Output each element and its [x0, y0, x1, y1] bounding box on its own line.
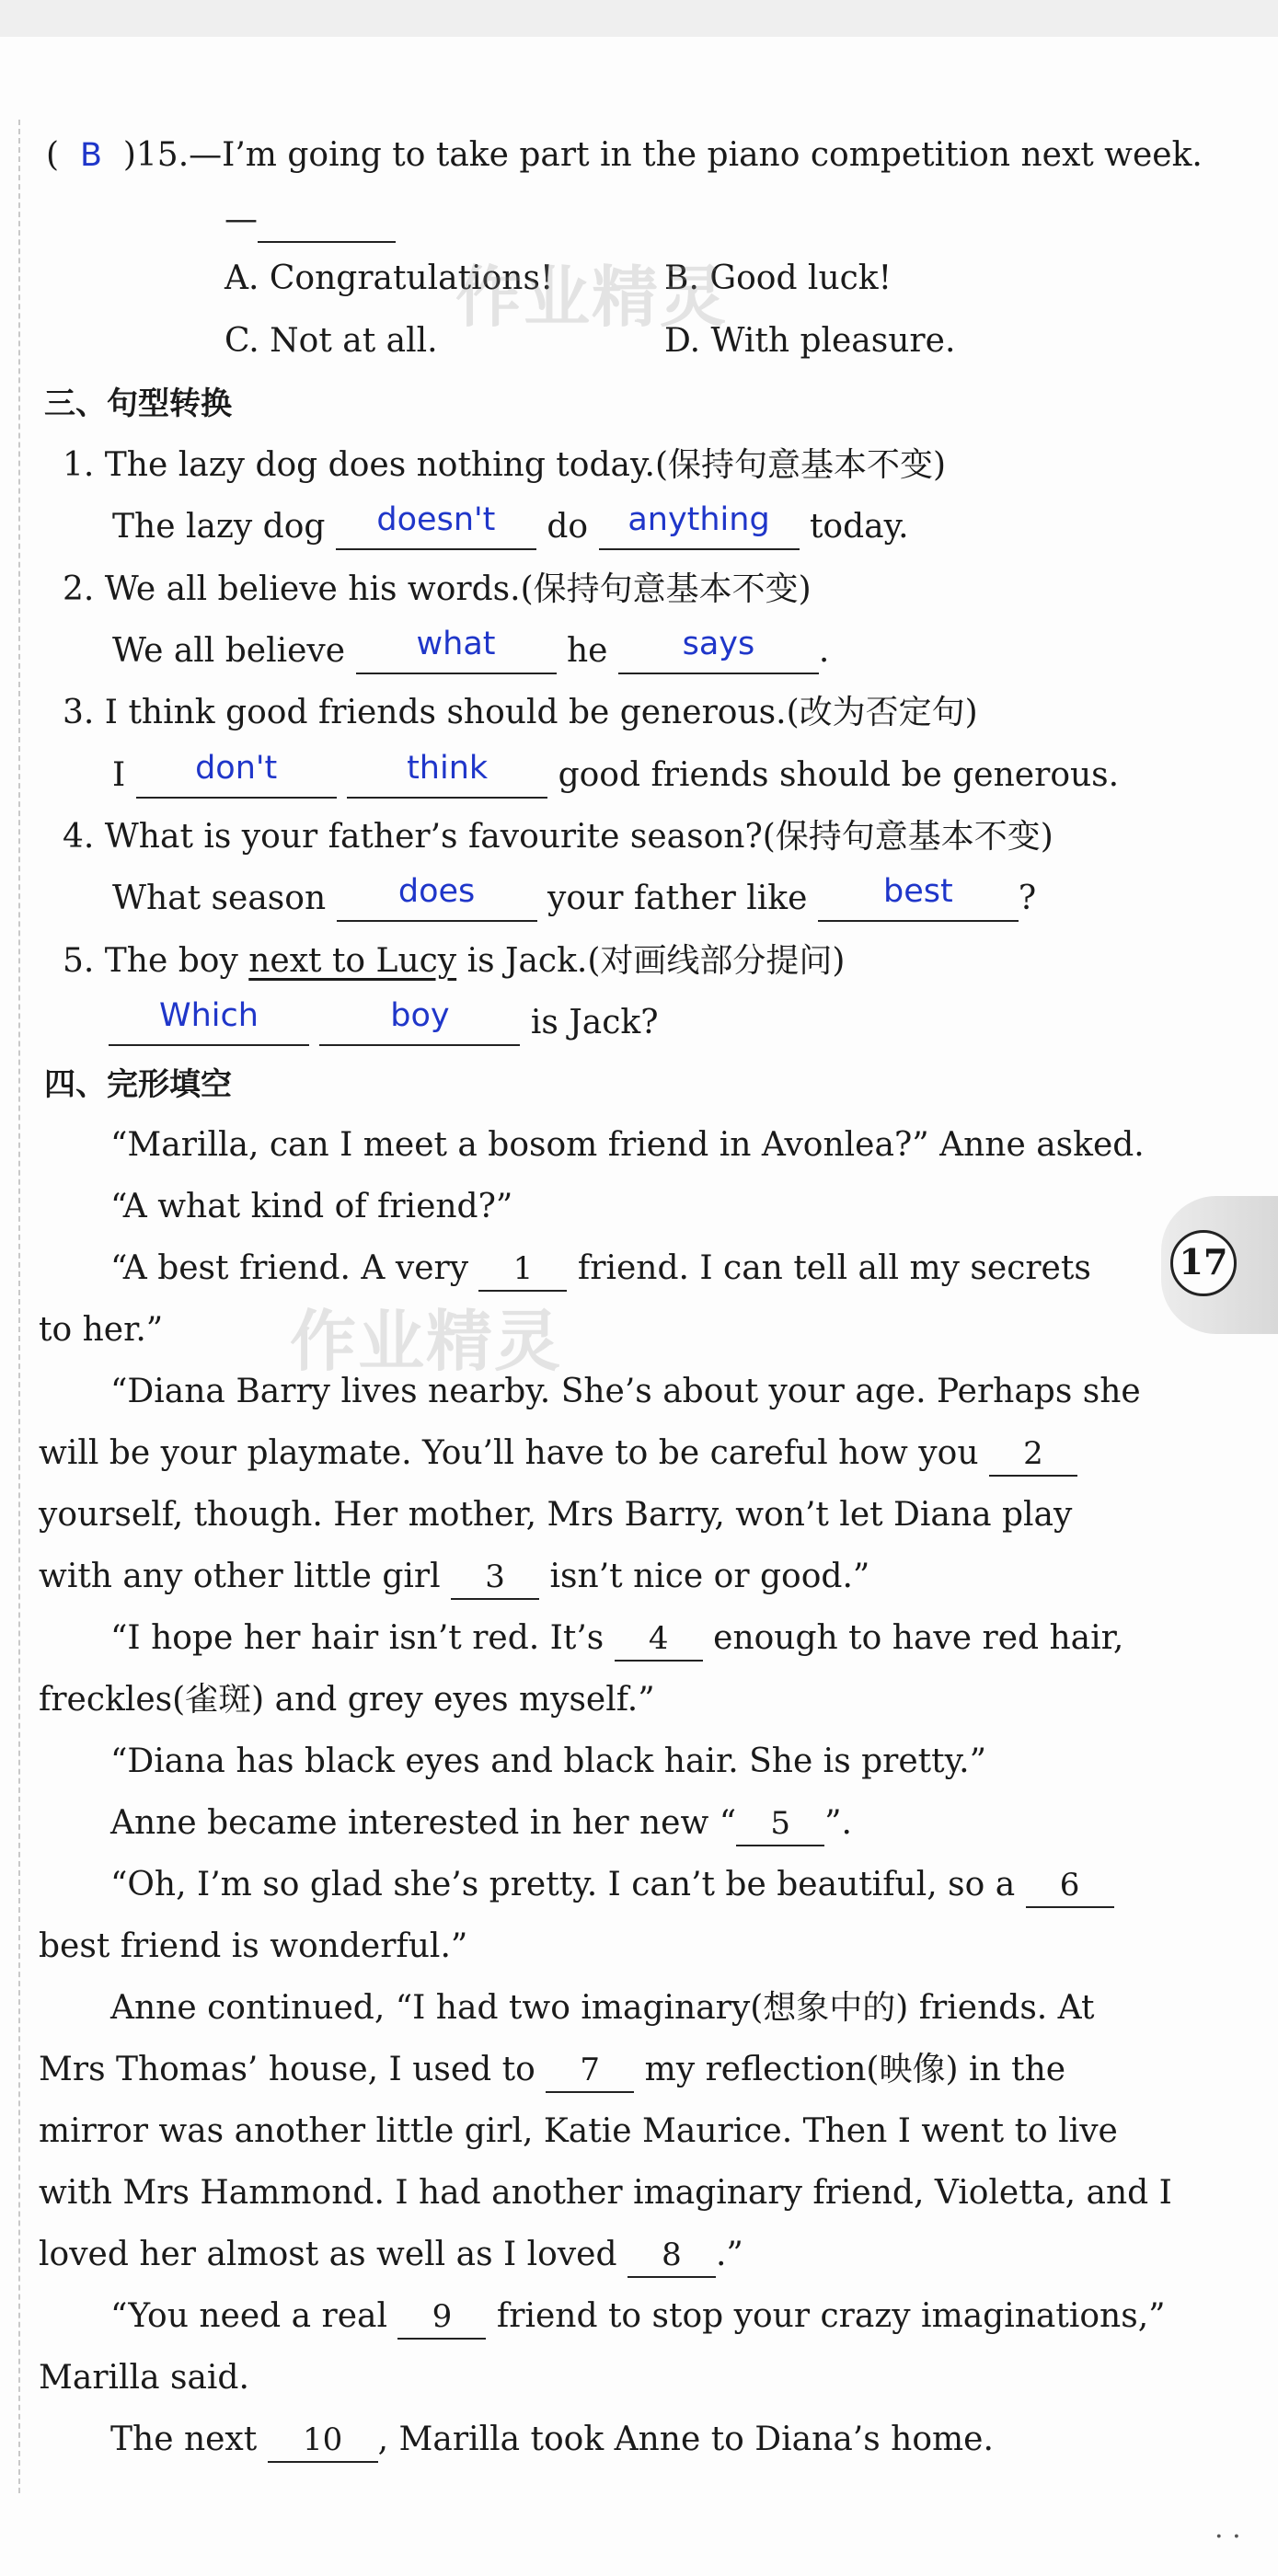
q15-option-b: B. Good luck!: [664, 259, 892, 297]
q15-question-line: ( B )15.—I’m going to take part in the piano competition next week.: [46, 136, 1203, 174]
cloze-line: mirror was another little girl, Katie Maurice. Then I went to live: [39, 2112, 1118, 2150]
cloze-blank-5: 5: [736, 1802, 824, 1846]
s3-item3-prompt: 3. I think good friends should be generous.(改为否定句): [63, 694, 978, 731]
cloze-blank-4: 4: [615, 1617, 703, 1662]
s3-item2-blank1: what: [356, 630, 557, 674]
corner-dots: · ·: [1215, 2521, 1241, 2553]
cloze-line: “A what kind of friend?”: [110, 1188, 513, 1225]
section4-heading: 四、完形填空: [44, 1066, 232, 1103]
cloze-line: The next 10 , Marilla took Anne to Diana’s home.: [110, 2419, 994, 2463]
cloze-line: Anne continued, “I had two imaginary(想象中的) friends. At: [110, 1989, 1095, 2027]
cloze-blank-9: 9: [397, 2295, 486, 2340]
s3-item2-answer-line: We all believe what he says .: [112, 630, 829, 674]
cloze-blank-6: 6: [1026, 1864, 1114, 1908]
cloze-line: to her.”: [39, 1311, 164, 1349]
q15-answer: B: [79, 137, 102, 174]
s3-item1-answer-line: The lazy dog doesn't do anything today.: [112, 506, 909, 550]
cloze-line: Anne became interested in her new “ 5 ”.: [110, 1802, 852, 1846]
cloze-line: “Diana Barry lives nearby. She’s about your age. Perhaps she: [110, 1373, 1141, 1410]
cloze-line: best friend is wonderful.”: [39, 1927, 468, 1965]
s3-item5-blank1: Which: [109, 1002, 309, 1046]
s3-item5-blank2: boy: [319, 1002, 520, 1046]
s3-item1-prompt: 1. The lazy dog does nothing today.(保持句意基本不变): [63, 446, 947, 484]
cloze-line: will be your playmate. You’ll have to be careful how you 2: [39, 1432, 1077, 1477]
cloze-line: loved her almost as well as I loved 8 .”: [39, 2234, 743, 2278]
s3-item3-blank2: think: [347, 754, 547, 799]
s3-item2-prompt: 2. We all believe his words.(保持句意基本不变): [63, 570, 812, 608]
page-number: 17: [1170, 1230, 1237, 1296]
cloze-blank-8: 8: [627, 2234, 716, 2278]
s3-item1-blank2: anything: [599, 506, 800, 550]
s3-item4-prompt: 4. What is your father’s favourite season?(保持句意基本不变): [63, 818, 1053, 856]
s3-item2-blank2: says: [618, 630, 819, 674]
cloze-line: “Oh, I’m so glad she’s pretty. I can’t be beautiful, so a 6: [110, 1864, 1114, 1908]
cloze-line: “You need a real 9 friend to stop your crazy imaginations,”: [110, 2295, 1166, 2340]
s3-item3-answer-line: I don't think good friends should be generous.: [112, 754, 1119, 799]
cloze-line: “A best friend. A very 1 friend. I can tell all my secrets: [110, 1248, 1091, 1292]
cloze-line: with Mrs Hammond. I had another imaginary friend, Violetta, and I: [39, 2174, 1172, 2212]
cloze-line: yourself, though. Her mother, Mrs Barry, won’t let Diana play: [39, 1496, 1073, 1534]
top-band: [0, 0, 1278, 37]
s3-item4-blank2: best: [818, 878, 1019, 922]
s3-item1-blank1: doesn't: [336, 506, 536, 550]
q15-option-c: C. Not at all.: [225, 322, 438, 360]
q15-option-a: A. Congratulations!: [225, 259, 554, 297]
cloze-blank-7: 7: [546, 2049, 634, 2093]
cloze-line: Mrs Thomas’ house, I used to 7 my reflection(映像) in the: [39, 2049, 1065, 2093]
watermark: 作业精灵: [290, 1303, 563, 1380]
q15-reply-line: —: [225, 199, 396, 243]
s3-item4-blank1: does: [337, 878, 537, 922]
q15-option-d: D. With pleasure.: [664, 322, 956, 360]
binding-margin-line: [18, 120, 20, 2493]
s3-item3-blank1: don't: [136, 754, 337, 799]
cloze-blank-2: 2: [989, 1432, 1077, 1477]
cloze-line: “I hope her hair isn’t red. It’s 4 enough to have red hair,: [110, 1617, 1123, 1662]
s3-item5-answer-line: Which boy is Jack?: [109, 1002, 659, 1046]
watermark: 作业精灵: [455, 259, 729, 336]
s3-item5-prompt: 5. The boy next to Lucy is Jack.(对画线部分提问): [63, 942, 846, 980]
cloze-line: “Marilla, can I meet a bosom friend in Avonlea?” Anne asked.: [110, 1126, 1145, 1164]
q15-reply-blank: [258, 199, 396, 243]
cloze-blank-10: 10: [268, 2419, 378, 2463]
cloze-blank-3: 3: [451, 1556, 539, 1600]
cloze-line: Marilla said.: [39, 2359, 249, 2397]
s3-item4-answer-line: What season does your father like best ?: [112, 878, 1036, 922]
cloze-line: freckles(雀斑) and grey eyes myself.”: [39, 1681, 655, 1719]
section3-heading: 三、句型转换: [44, 385, 232, 422]
cloze-blank-1: 1: [478, 1248, 567, 1292]
cloze-line: with any other little girl 3 isn’t nice or good.”: [39, 1556, 869, 1600]
cloze-line: “Diana has black eyes and black hair. She is pretty.”: [110, 1742, 987, 1780]
underlined-phrase: next to Lucy: [248, 942, 457, 980]
